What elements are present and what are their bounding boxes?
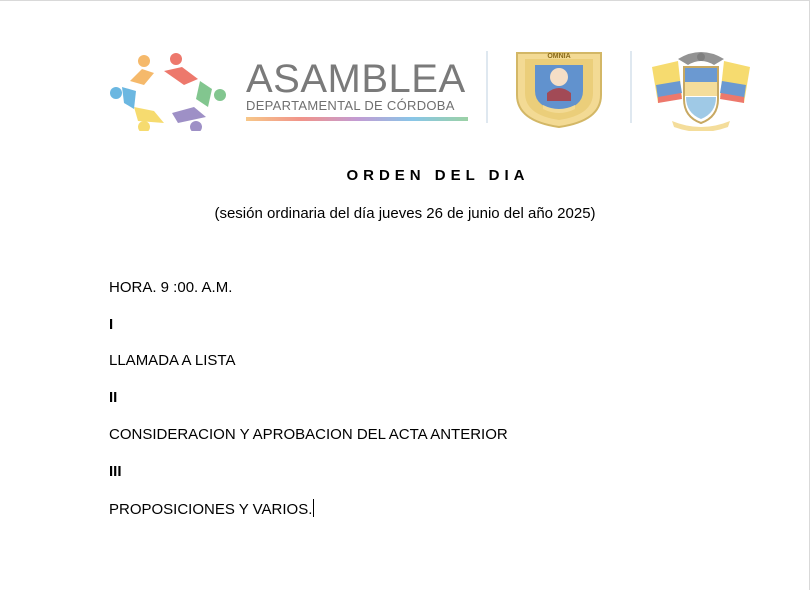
meeting-time: HORA. 9 :00. A.M. (109, 279, 233, 296)
document-subtitle: (sesión ordinaria del día jueves 26 de junio del año 2025) (214, 205, 596, 222)
header-divider (630, 51, 632, 123)
seal-motto: OMNIA (547, 53, 571, 60)
document-title: ORDEN DEL DIA (346, 167, 530, 184)
assembly-brand (246, 59, 476, 125)
agenda-numeral: III (109, 463, 122, 480)
agenda-item-row[interactable] (109, 499, 314, 518)
brand-underline (246, 117, 468, 121)
agenda-item-text: CONSIDERACION Y APROBACION DEL ACTA ANTERIOR (109, 426, 508, 443)
department-shield-icon (513, 49, 605, 129)
agenda-item-text: LLAMADA A LISTA (109, 352, 236, 369)
letterhead (108, 47, 758, 135)
brand-title: ASAMBLEA (246, 57, 466, 101)
brand-subtitle: DEPARTAMENTAL DE CÓRDOBA (246, 98, 455, 113)
coat-of-arms-icon (648, 47, 754, 131)
agenda-item-text[interactable]: PROPOSICIONES Y VARIOS. (109, 501, 313, 518)
agenda-numeral: I (109, 316, 114, 333)
agenda-numeral: II (109, 389, 118, 406)
assembly-logo-icon (108, 51, 232, 131)
header-divider (486, 51, 488, 123)
text-cursor (313, 499, 314, 517)
